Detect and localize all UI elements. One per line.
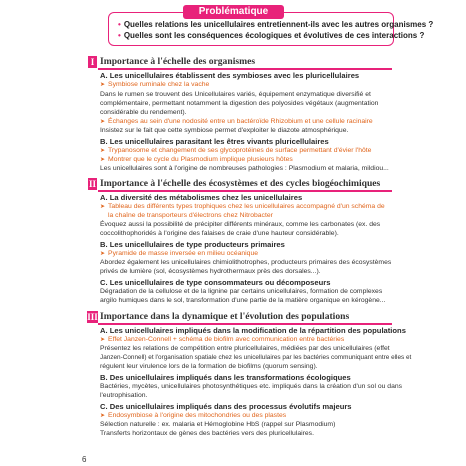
- subheading: B. Les unicellulaires de type producteurs primaires: [100, 240, 285, 249]
- bullet-icon: •: [118, 31, 121, 40]
- section-1-title: Importance à l'échelle des organismes: [100, 56, 256, 67]
- subheading: C. Des unicellulaires impliqués dans des processus évolutifs majeurs: [100, 402, 352, 411]
- illustration-line: ➤ Effet Janzen-Connell + schéma de biofilm avec communication entre bactéries: [100, 336, 345, 343]
- body-text: Abordez également les unicellulaires chimiolithotrophes, producteurs primaires des écosystèmes: [100, 259, 392, 266]
- arrow-icon: ➤: [100, 204, 106, 210]
- section-3-title: Importance dans la dynamique et l'évolution des populations: [100, 311, 350, 322]
- section-1-number: I: [88, 56, 97, 68]
- body-text: coccolithophoridés à l'origine des falaises de craie d'une hauteur considérable).: [100, 230, 339, 237]
- illustration-line: la chaîne de transporteurs d'électrons chez Nitrobacter: [108, 212, 273, 219]
- body-text: Janzen-Connell) et l'organisation spatiale chez les unicellulaires par les bactéries communiquant entre elles et: [100, 354, 412, 361]
- illustration-line: ➤ Endosymbiose à l'origine des mitochondries ou des plastes: [100, 412, 287, 419]
- subheading: B. Des unicellulaires impliqués dans les transformations écologiques: [100, 373, 351, 382]
- body-text: l'eutrophisation.: [100, 392, 148, 399]
- page-number: 6: [82, 455, 87, 464]
- question-2: • Quelles sont les conséquences écologiques et évolutives de ces interactions ?: [118, 31, 425, 40]
- arrow-icon: ➤: [100, 413, 106, 419]
- section-3-rule: [98, 323, 392, 325]
- body-text: argilo humiques dans le sol, transformation d'une partie de la matière organique en kérogène...: [100, 297, 386, 304]
- arrow-icon: ➤: [100, 82, 106, 88]
- arrow-icon: ➤: [100, 337, 106, 343]
- problematique-title: Problématique: [183, 5, 284, 19]
- body-text: Dans le rumen se trouvent des Unicellulaires variés, équipement enzymatique diversifié et: [100, 91, 371, 98]
- illustration-line: ➤ Tableau des différents types trophiques chez les unicellulaires accompagné d'un schéma de: [100, 203, 385, 210]
- body-text: Évoquez aussi la possibilité de précipiter différents minéraux, comme les carbonates (ex. des: [100, 221, 381, 228]
- body-text: Bactéries, mycètes, unicellulaires photosynthétiques etc. impliqués dans la création d'un sol ou dans: [100, 383, 403, 390]
- body-text: Présentez les relations de compétition entre pluricellulaires, médiées par des unicellulaires (effet: [100, 345, 390, 352]
- arrow-icon: ➤: [100, 148, 106, 154]
- illustration-line: ➤ Échanges au sein d'une nodosité entre un bactéroïde Rhizobium et une cellule racinaire: [100, 118, 373, 125]
- body-text: Les unicellulaires sont à l'origine de nombreuses pathologies : Plasmodium et malaria, mildiou...: [100, 165, 389, 172]
- bullet-icon: •: [118, 20, 121, 29]
- body-text: régulent leur virulence lors de la formation de biofilms (quorum sensing).: [100, 363, 318, 370]
- subheading: A. Les unicellulaires établissent des symbioses avec les pluricellulaires: [100, 71, 360, 80]
- body-text: Insistez sur le fait que cette symbiose permet d'exploiter le diazote atmosphérique.: [100, 127, 349, 134]
- illustration-line: ➤ Montrer que le cycle du Plasmodium implique plusieurs hôtes: [100, 156, 293, 163]
- subheading: A. La diversité des métabolismes chez les unicellulaires: [100, 193, 303, 202]
- section-2-title: Importance à l'échelle des écosystèmes et des cycles biogéochimiques: [100, 178, 381, 189]
- illustration-line: ➤ Symbiose ruminale chez la vache: [100, 81, 210, 88]
- body-text: Transferts horizontaux de gènes des bactéries vers des pluricellulaires.: [100, 430, 314, 437]
- section-2-number: II: [88, 179, 96, 189]
- body-text: considérable du rendement).: [100, 109, 187, 116]
- subheading: A. Les unicellulaires impliqués dans la modification de la répartition des populations: [100, 326, 406, 335]
- body-text: Dégradation de la cellulose et de la lignine par certains unicellulaires, formation de complexes: [100, 288, 383, 295]
- illustration-line: ➤ Trypanosome et changement de ses glycoprotéines de surface permettant d'évier l'hôte: [100, 147, 372, 154]
- illustration-line: ➤ Pyramide de masse inversée en milieu océanique: [100, 250, 259, 257]
- question-1: • Quelles relations les unicellulaires entretiennent-ils avec les autres organismes ?: [118, 20, 434, 29]
- section-2-rule: [98, 190, 392, 192]
- section-1-rule: [98, 68, 392, 70]
- arrow-icon: ➤: [100, 119, 106, 125]
- section-3-number: III: [87, 312, 98, 322]
- subheading: B. Les unicellulaires parasitant les êtres vivants pluricellulaires: [100, 137, 329, 146]
- arrow-icon: ➤: [100, 157, 106, 163]
- body-text: Sélection naturelle : ex. malaria et Hémoglobine HbS (rappel sur Plasmodium): [100, 421, 336, 428]
- arrow-icon: ➤: [100, 251, 106, 257]
- body-text: privés de lumière (sol, écosystèmes hydrothermaux près des dorsales...).: [100, 268, 321, 275]
- body-text: complémentaire, permettant notamment la digestion des polyosides végétaux (augmentation: [100, 100, 379, 107]
- subheading: C. Les unicellulaires de type consommateurs ou décomposeurs: [100, 278, 331, 287]
